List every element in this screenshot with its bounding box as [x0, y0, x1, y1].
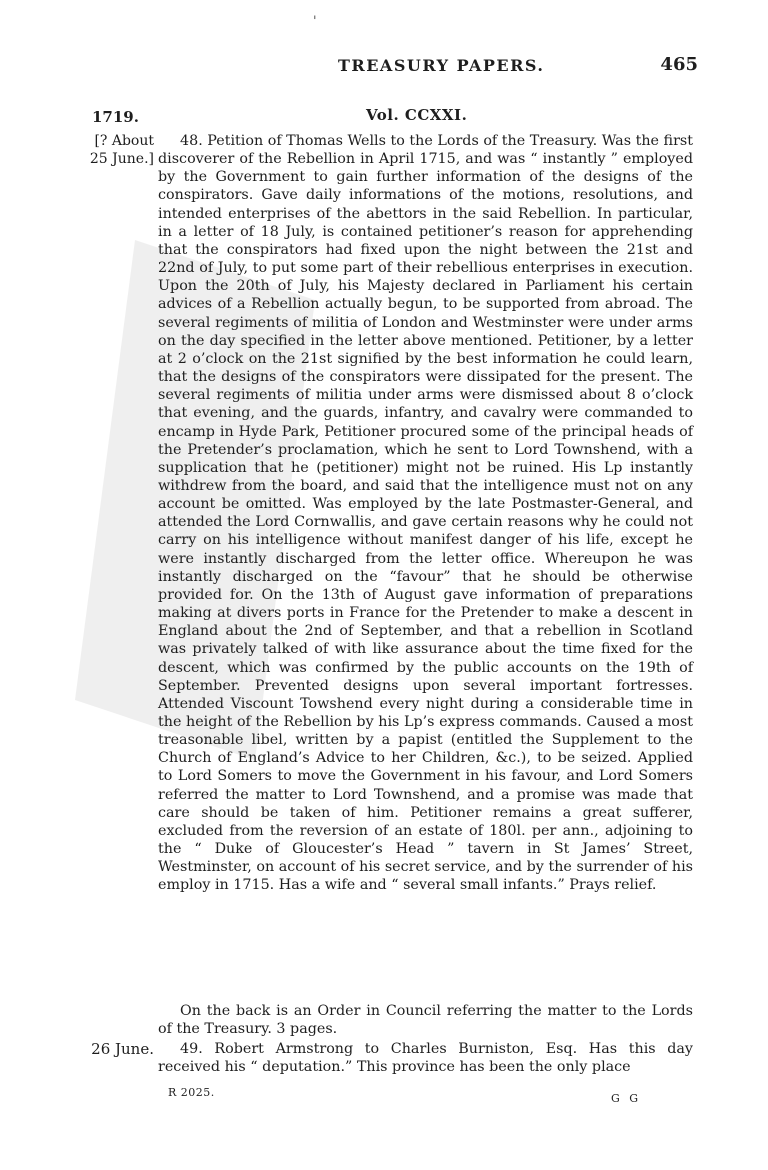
volume-heading: Vol. CCXXI. — [366, 106, 468, 124]
entry-49-text: 49. Robert Armstrong to Charles Burniston, Esq. Has this day received his “ deputation.” This province has been the only place — [158, 1041, 693, 1076]
margin-date-entry-49: 26 June. — [91, 1040, 154, 1058]
margin-year: 1719. — [92, 108, 139, 126]
sheet-mark: G G — [611, 1092, 642, 1105]
signature-mark: R 2025. — [168, 1086, 215, 1099]
endorsement-note: On the back is an Order in Council referring the matter to the Lords of the Treasury. 3 pages. — [158, 1003, 693, 1038]
running-header — [338, 52, 698, 82]
running-title: TREASURY PAPERS. — [338, 56, 545, 75]
margin-date-entry-48: [? About 25 June.] — [89, 133, 154, 167]
top-mark: ' — [313, 14, 317, 29]
entry-48-text: 48. Petition of Thomas Wells to the Lords of the Treasury. Was the first discoverer of the Rebellion in April 1715, and was “ instantly ” employed by the Government to gain further information of the designs of the conspirators. Gave daily informations of the motions, resolutions, and intended enterprises of the abettors in the said Rebellion. In particular, in a letter of 18 July, is contained petitioner’s reason for apprehending that the conspirators had fixed upon the night between the 21st and 22nd of July, to put some part of their rebellious enterprises in execution. Upon the 20th of July, his Majesty declared in Parliament his certain advices of a Rebellion actually begun, to be supported from abroad. The several regiments of militia of London and Westminster were under arms on the day specified in the letter above mentioned. Petitioner, by a letter at 2 o’clock on the 21st signified by the best information he could learn, that the designs of the conspirators were dissipated for the present. The several regiments of militia under arms were dismissed about 8 o’clock that evening, and the guards, infantry, and cavalry were commanded to encamp in Hyde Park, Petitioner procured some of the principal heads of the Pretender’s proclamation, which he sent to Lord Townshend, with a supplication that he (petitioner) might not be ruined. His Lp instantly withdrew from the board, and said that the intelligence must not on any account be omitted. Was employed by the late Postmaster-General, and attended the Lord Cornwallis, and gave certain reasons why he could not carry on his intelligence without manifest danger of his life, except he were instantly discharged from the letter office. Whereupon he was instantly discharged on the “favour” that he should be otherwise provided for. On the 13th of August gave information of preparations making at divers ports in France for the Pretender to make a descent in England about the 2nd of September, and that a rebellion in Scotland was privately talked of with like assurance about the time fixed for the descent, which was confirmed by the public accounts on the 19th of September. Prevented designs upon several important fortresses. Attended Viscount Towshend every night during a considerable time in the height of the Rebellion by his Lp’s express commands. Caused a most treasonable libel, written by a papist (entitled the Supplement to the Church of England’s Advice to her Children, &c.), to be seized. Applied to Lord Somers to move the Government in his favour, and Lord Somers referred the matter to Lord Townshend, and a promise was made that care should be taken of him. Petitioner remains a great sufferer, excluded from the reversion of an estate of 180l. per ann., adjoining to the “ Duke of Gloucester’s Head ” tavern in St James’ Street, Westminster, on account of his secret service, and by the surrender of his employ in 1715. Has a wife and “ several small infants.” Prays relief. — [158, 133, 693, 894]
page-number: 465 — [660, 54, 698, 75]
